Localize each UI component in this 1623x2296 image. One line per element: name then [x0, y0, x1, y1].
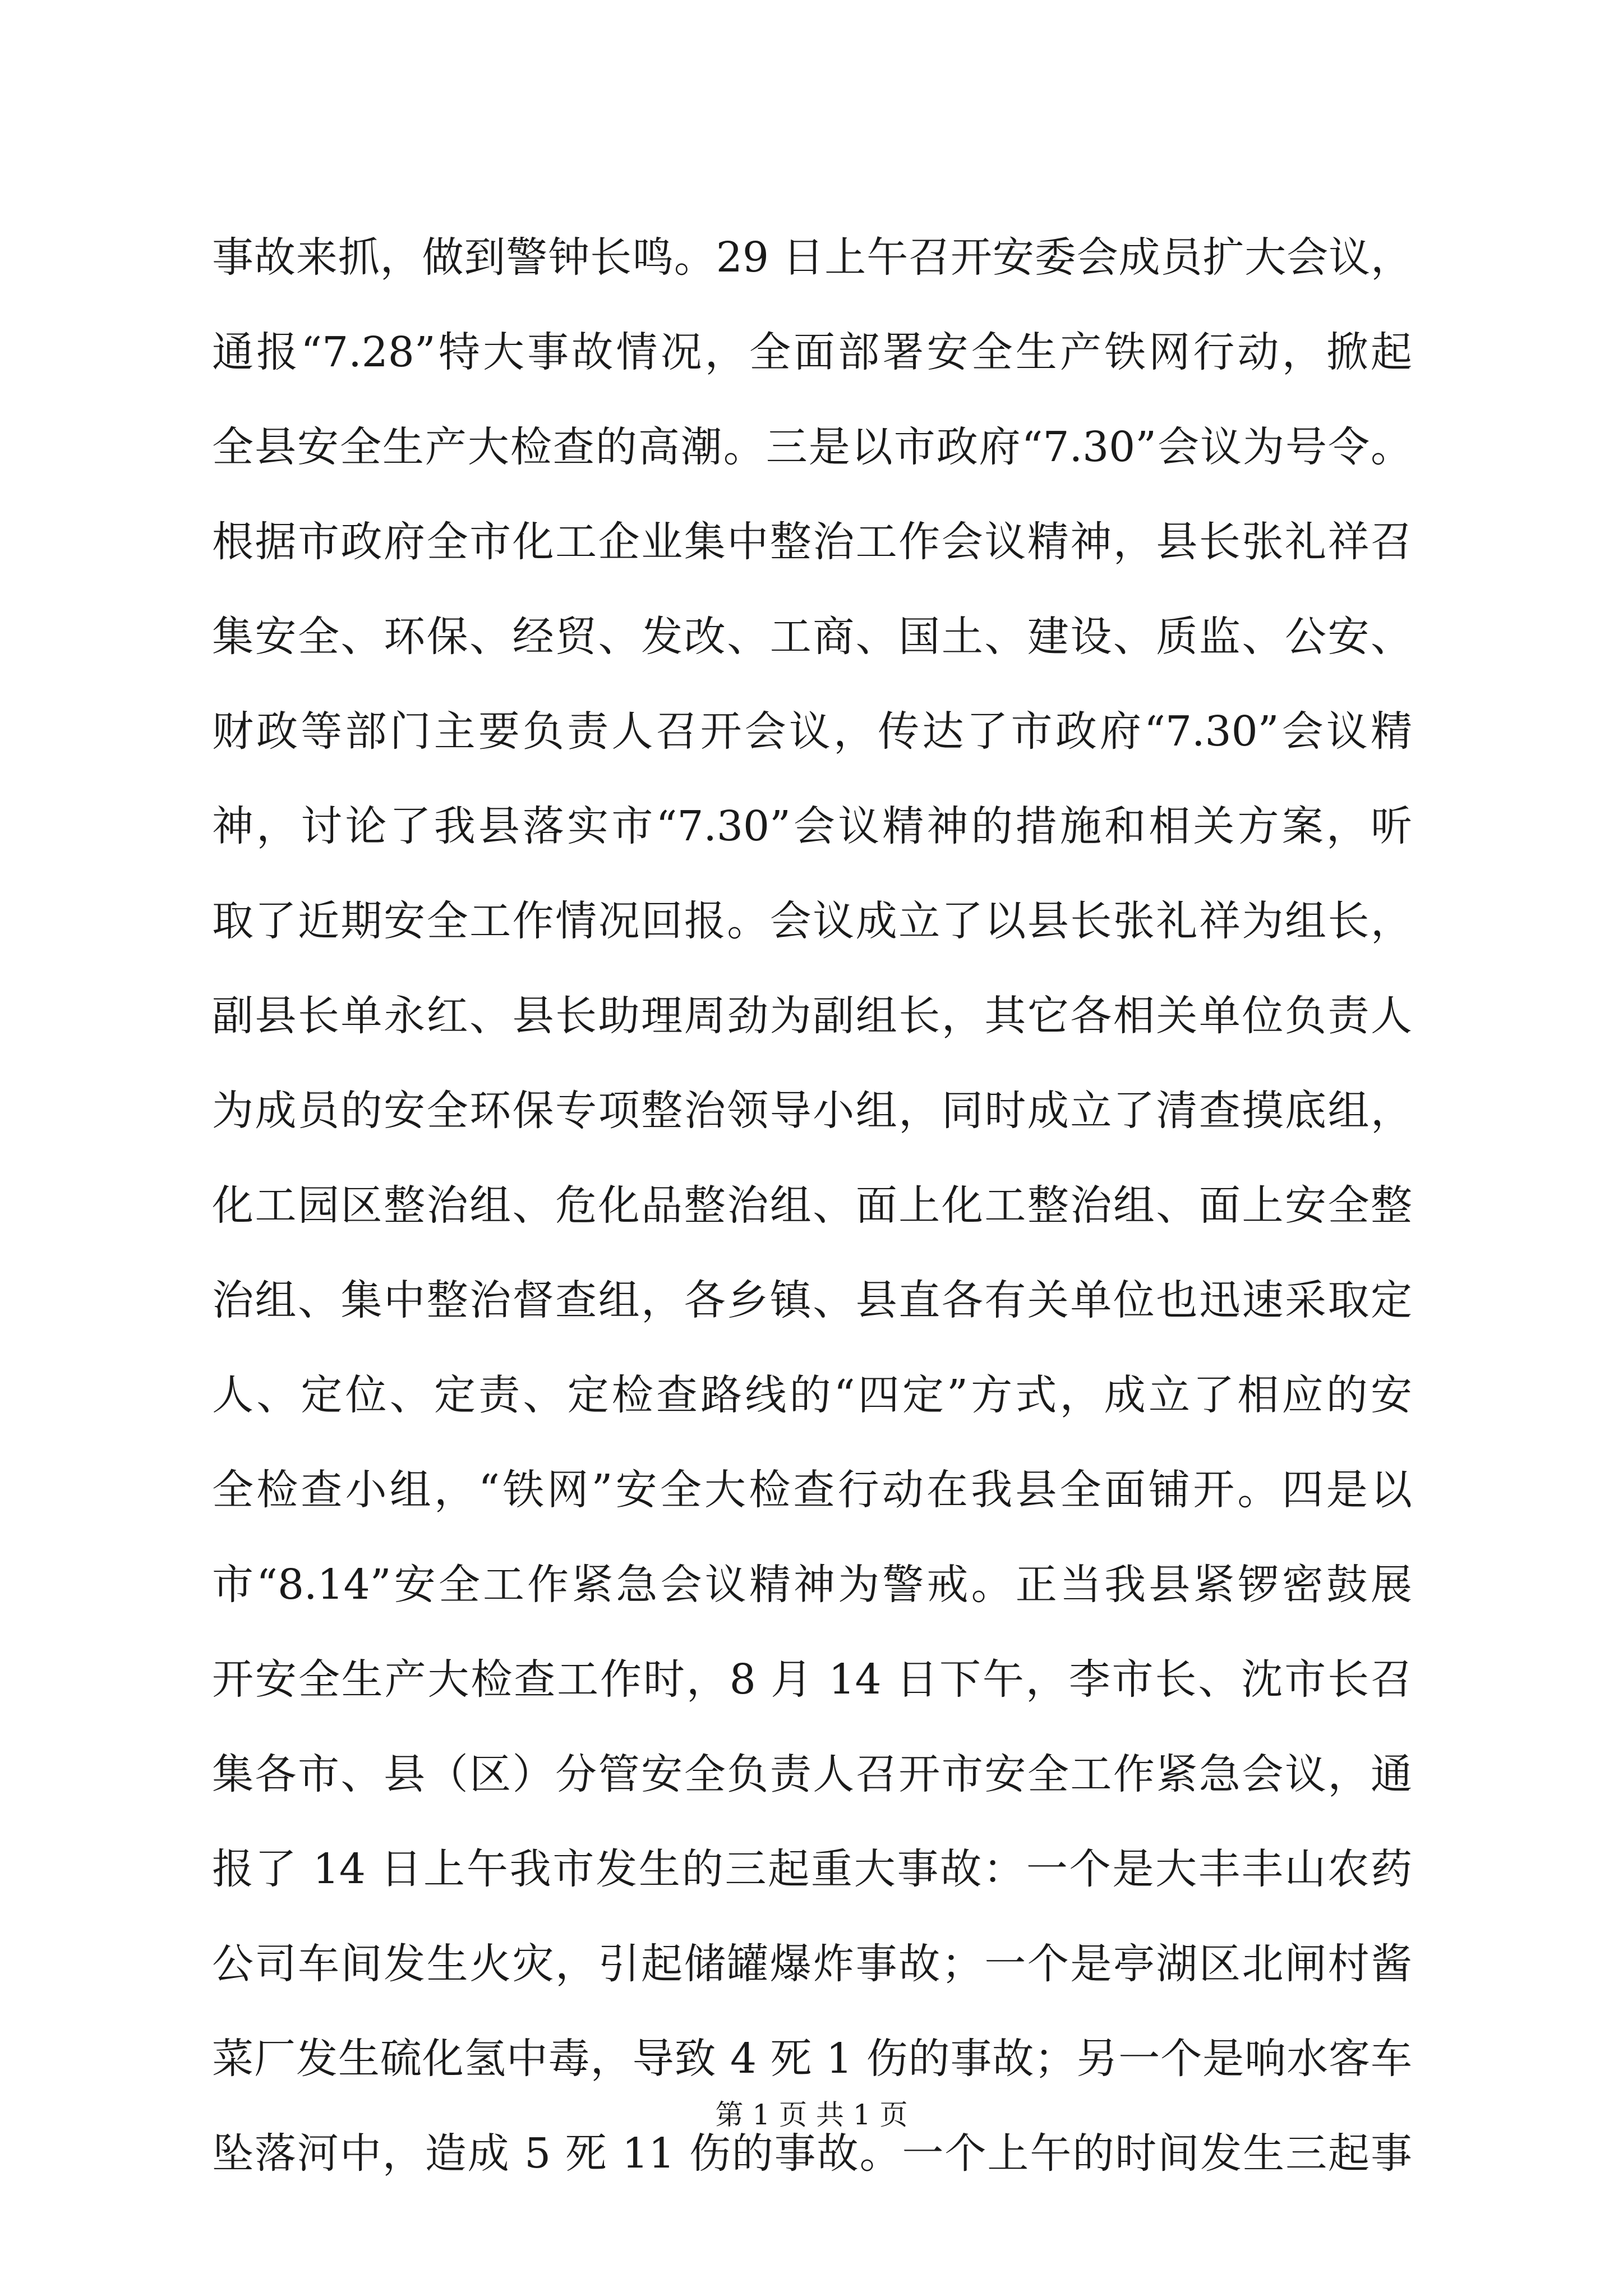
page-number-label: 第 1 页 共 1 页 [715, 2099, 908, 2131]
text-line: 报了 14 日上午我市发生的三起重大事故：一个是大丰丰山农药 [212, 1845, 1412, 1893]
text-line: 菜厂发生硫化氢中毒，导致 4 死 1 伤的事故；另一个是响水客车 [212, 2035, 1412, 2083]
text-line: 通报“7.28”特大事故情况，全面部署安全生产铁网行动，掀起 [212, 328, 1412, 376]
text-line: 全县安全生产大检查的高潮。三是以市政府“7.30”会议为号令。 [212, 423, 1412, 471]
text-line: 公司车间发生火灾，引起储罐爆炸事故；一个是亭湖区北闸村酱 [212, 1940, 1412, 1988]
text-line: 事故来抓，做到警钟长鸣。29 日上午召开安委会成员扩大会议， [212, 233, 1412, 282]
text-line: 人、定位、定责、定检查路线的“四定”方式，成立了相应的安 [212, 1371, 1412, 1419]
text-line: 取了近期安全工作情况回报。会议成立了以县长张礼祥为组长， [212, 897, 1412, 945]
text-line: 集安全、环保、经贸、发改、工商、国土、建设、质监、公安、 [212, 613, 1412, 661]
text-line: 神，讨论了我县落实市“7.30”会议精神的措施和相关方案，听 [212, 802, 1412, 850]
text-line: 为成员的安全环保专项整治领导小组，同时成立了清查摸底组， [212, 1087, 1412, 1135]
text-line: 全检查小组，“铁网”安全大检查行动在我县全面铺开。四是以 [212, 1466, 1412, 1514]
text-line: 治组、集中整治督查组，各乡镇、县直各有关单位也迅速采取定 [212, 1276, 1412, 1324]
text-line: 根据市政府全市化工企业集中整治工作会议精神，县长张礼祥召 [212, 518, 1412, 566]
text-line: 市“8.14”安全工作紧急会议精神为警戒。正当我县紧锣密鼓展 [212, 1561, 1412, 1609]
body-text [212, 210, 1412, 2201]
text-line: 集各市、县（区）分管安全负责人召开市安全工作紧急会议，通 [212, 1750, 1412, 1798]
text-line: 副县长单永红、县长助理周劲为副组长，其它各相关单位负责人 [212, 992, 1412, 1040]
page-footer [0, 2095, 1623, 2134]
text-line: 开安全生产大检查工作时，8 月 14 日下午，李市长、沈市长召 [212, 1655, 1412, 1704]
text-line: 坠落河中，造成 5 死 11 伤的事故。一个上午的时间发生三起事 [212, 2129, 1412, 2178]
text-line: 财政等部门主要负责人召开会议，传达了市政府“7.30”会议精 [212, 707, 1412, 756]
text-line: 化工园区整治组、危化品整治组、面上化工整治组、面上安全整 [212, 1181, 1412, 1230]
